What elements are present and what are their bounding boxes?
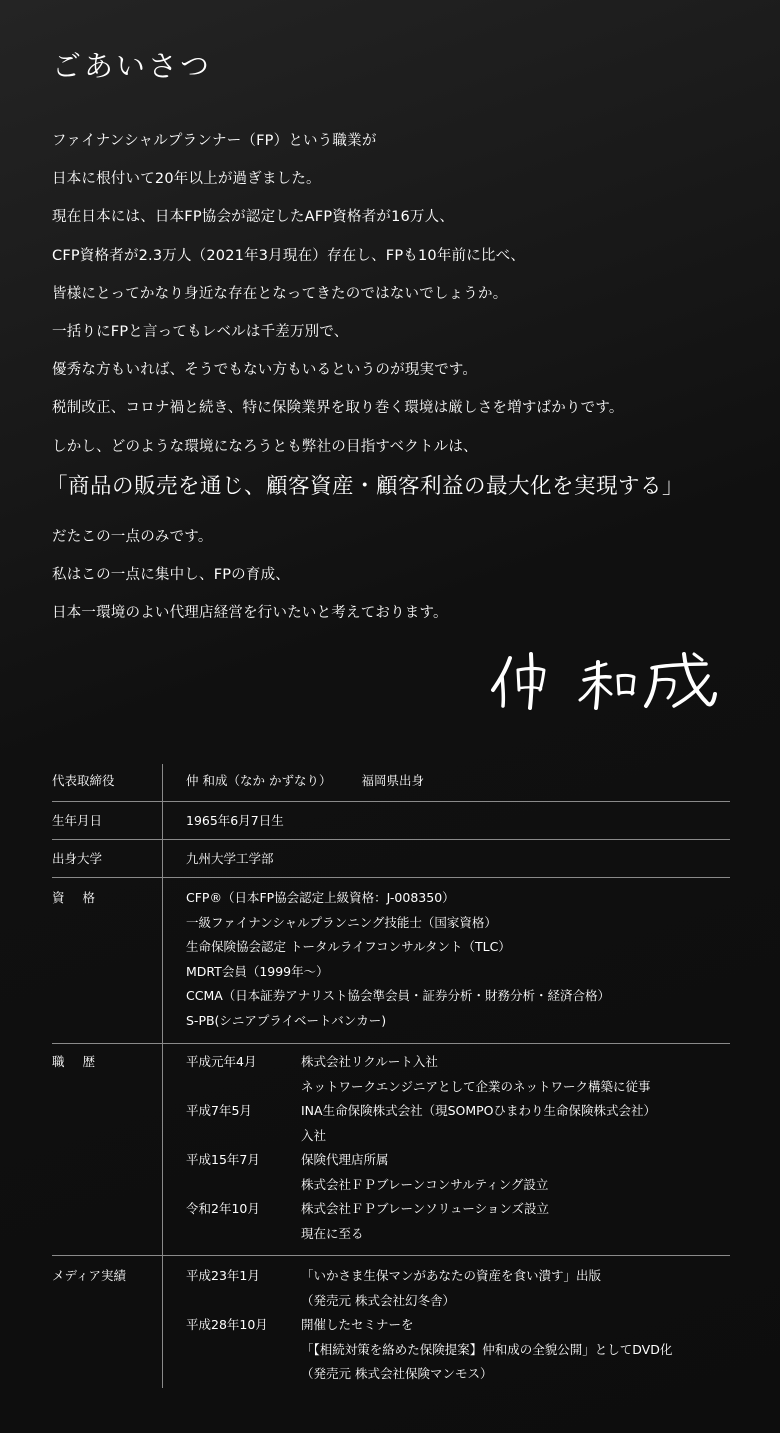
career-detail: 現在に至る xyxy=(301,1225,364,1241)
career-detail: 株式会社ＦＰブレーンコンサルティング設立 xyxy=(301,1176,549,1192)
career-entry xyxy=(186,1099,730,1148)
intro-line: しかし、どのような環境になろうとも弊社の目指すベクトルは、 xyxy=(52,438,478,455)
profile-row-career xyxy=(52,1044,730,1256)
career-date: 令和2年10月 xyxy=(186,1201,260,1216)
column-divider xyxy=(162,878,163,1043)
intro-line: 日本に根付いて20年以上が過ぎました。 xyxy=(52,171,321,188)
career-date: 平成7年5月 xyxy=(186,1103,252,1118)
column-divider xyxy=(162,764,163,801)
media-detail: 「【相続対策を絡めた保険提案】仲和成の全貌公開」としてDVD化 xyxy=(301,1341,673,1357)
university-name: 九州大学工学部 xyxy=(186,851,274,866)
profile-table xyxy=(52,764,730,1388)
row-label: 出身大学 xyxy=(52,851,103,866)
media-date: 平成23年1月 xyxy=(186,1268,260,1283)
qualification-item: CFP®（日本FP協会認定上級資格：J-008350） xyxy=(186,890,455,905)
birth-date: 1965年6月7日生 xyxy=(186,813,284,828)
career-detail: ネットワークエンジニアとして企業のネットワーク構築に従事 xyxy=(301,1078,651,1094)
row-label: 生年月日 xyxy=(52,813,103,828)
career-entry xyxy=(186,1050,730,1099)
career-detail: INA生命保険株式会社（現SOMPOひまわり生命保険株式会社） xyxy=(301,1103,657,1118)
row-label: メディア実績 xyxy=(52,1268,127,1283)
column-divider xyxy=(162,802,163,839)
intro-line: CFP資格者が2.3万人（2021年3月現在）存在し、FPも10年前に比べ、 xyxy=(52,247,526,264)
qualification-item: MDRT会員（1999年～） xyxy=(186,963,329,979)
career-detail: 保険代理店所属 xyxy=(301,1152,389,1167)
career-entry xyxy=(186,1197,730,1246)
intro-line: 一括りにFPと言ってもレベルは千差万別で、 xyxy=(52,323,349,340)
intro-line: 税制改正、コロナ禍と続き、特に保険業界を取り巻く環境は厳しさを増すばかりです。 xyxy=(52,400,624,417)
column-divider xyxy=(162,840,163,877)
profile-row-media xyxy=(52,1256,730,1388)
row-label: 職歴 xyxy=(52,1054,114,1069)
career-detail: 株式会社リクルート入社 xyxy=(301,1054,438,1069)
closing-line: だたこの一点のみです。 xyxy=(52,529,213,545)
media-detail: （発売元 株式会社幻冬舎） xyxy=(301,1292,455,1308)
president-origin: 福岡県出身 xyxy=(361,773,424,788)
row-content xyxy=(186,1264,730,1387)
media-detail: 開催したセミナーを xyxy=(301,1317,414,1332)
media-detail: 「いかさま生保マンがあなたの資産を食い潰す」出版 xyxy=(301,1268,602,1283)
row-content xyxy=(186,886,730,1033)
qualification-item: S-PB(シニアプライベートバンカー) xyxy=(186,1012,387,1028)
intro-line: 優秀な方もいれば、そうでもない方もいるというのが現実です。 xyxy=(52,362,478,379)
closing-line: 日本一環境のよい代理店経営を行いたいと考えております。 xyxy=(52,605,448,622)
career-date: 平成15年7月 xyxy=(186,1152,260,1167)
career-detail: 入社 xyxy=(301,1127,327,1143)
qualification-item: 一級ファイナンシャルプランニング技能士（国家資格） xyxy=(186,914,497,930)
page-title: ごあいさつ xyxy=(52,49,213,83)
profile-row-president xyxy=(52,764,730,802)
row-content xyxy=(186,809,730,834)
row-label: 資格 xyxy=(52,890,114,905)
media-date: 平成28年10月 xyxy=(186,1317,268,1332)
media-entry xyxy=(186,1264,730,1313)
intro-line: 皆様にとってかなり身近な存在となってきたのではないでしょうか。 xyxy=(52,285,508,302)
career-date: 平成元年4月 xyxy=(186,1054,257,1069)
profile-row-birth xyxy=(52,802,730,840)
media-detail: （発売元 株式会社保険マンモス） xyxy=(301,1366,493,1381)
profile-row-qualifications xyxy=(52,878,730,1044)
president-name: 仲 和成（なか かずなり） xyxy=(186,773,332,788)
row-content xyxy=(186,1050,730,1246)
qualification-item: 生命保険協会認定 トータルライフコンサルタント（TLC） xyxy=(186,939,511,954)
intro-paragraph xyxy=(52,122,752,466)
row-content xyxy=(186,847,730,872)
career-entry xyxy=(186,1148,730,1197)
media-entry xyxy=(186,1313,730,1387)
row-label: 代表取締役 xyxy=(52,773,115,788)
handwritten-signature xyxy=(488,650,738,710)
career-detail: 株式会社ＦＰブレーンソリューションズ設立 xyxy=(301,1201,550,1216)
row-content xyxy=(186,769,730,794)
column-divider xyxy=(162,1256,163,1388)
profile-row-university xyxy=(52,840,730,878)
column-divider xyxy=(162,1044,163,1255)
intro-line: ファイナンシャルプランナー（FP）という職業が xyxy=(52,133,377,149)
mission-statement: 「商品の販売を通じ、顧客資産・顧客利益の最大化を実現する」 xyxy=(46,474,685,499)
qualification-item: CCMA（日本証券アナリスト協会準会員・証券分析・財務分析・経済合格） xyxy=(186,988,611,1003)
closing-line: 私はこの一点に集中し、FPの育成、 xyxy=(52,567,290,584)
closing-paragraph xyxy=(52,518,752,633)
intro-line: 現在日本には、日本FP協会が認定したAFP資格者が16万人、 xyxy=(52,209,455,226)
